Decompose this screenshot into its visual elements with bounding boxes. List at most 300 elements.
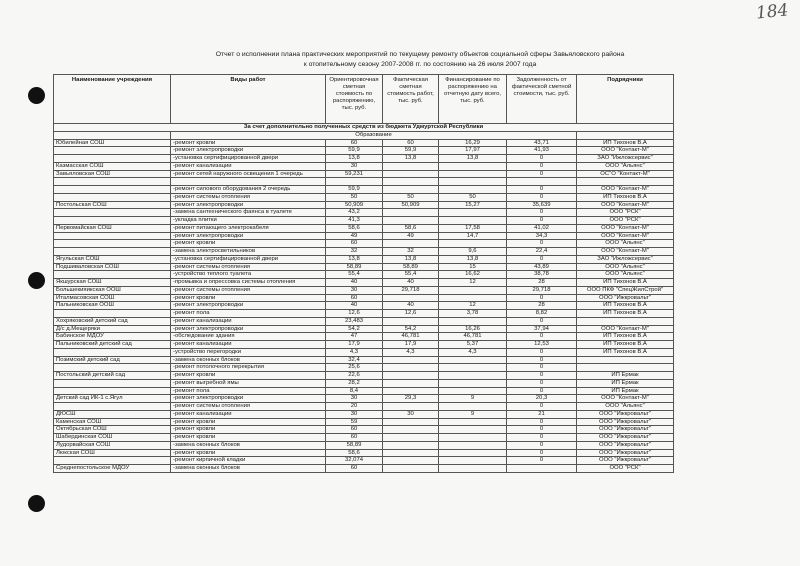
actual-cell <box>383 372 439 380</box>
work-cell: -укладка плитки <box>171 217 326 225</box>
work-cell: -замена оконных блоков <box>171 465 326 473</box>
work-cell: -ремонт кровли <box>171 294 326 302</box>
table-row <box>54 449 674 457</box>
work-cell: -устройство теплого туалета <box>171 271 326 279</box>
institution-cell: ДЮСШ <box>54 410 171 418</box>
estimated-cell: 60 <box>326 434 383 442</box>
debt-cell: 0 <box>507 170 577 178</box>
contractor-cell: ИП Ермак <box>577 379 674 387</box>
debt-cell: 0 <box>507 162 577 170</box>
contractor-cell <box>577 178 674 186</box>
debt-cell: 43,71 <box>507 139 577 147</box>
financing-cell: 16,62 <box>439 271 507 279</box>
institution-cell <box>54 232 171 240</box>
work-cell: -ремонт электропроводки <box>171 395 326 403</box>
work-cell: -ремонт кровли <box>171 372 326 380</box>
contractor-cell: ООО "Контакт-М" <box>577 395 674 403</box>
financing-cell: 9 <box>439 410 507 418</box>
estimated-cell: 60 <box>326 240 383 248</box>
table-row <box>54 379 674 387</box>
actual-cell: 40 <box>383 302 439 310</box>
estimated-cell: 13,8 <box>326 155 383 163</box>
subsection-row <box>54 131 674 139</box>
institution-cell: Каменская СОШ <box>54 418 171 426</box>
punch-hole <box>28 495 45 512</box>
estimated-cell: 4,3 <box>326 348 383 356</box>
actual-cell: 60 <box>383 139 439 147</box>
table-row <box>54 271 674 279</box>
actual-cell <box>383 240 439 248</box>
debt-cell: 0 <box>507 193 577 201</box>
financing-cell <box>439 286 507 294</box>
actual-cell <box>383 317 439 325</box>
debt-cell: 20,3 <box>507 395 577 403</box>
financing-cell <box>439 356 507 364</box>
financing-cell <box>439 217 507 225</box>
actual-cell <box>383 170 439 178</box>
estimated-cell: 20 <box>326 403 383 411</box>
work-cell: -ремонт электропроводки <box>171 302 326 310</box>
contractor-cell: ООО "Альянс" <box>577 263 674 271</box>
table-row <box>54 372 674 380</box>
contractor-cell: ООО "Контакт-М" <box>577 232 674 240</box>
contractor-cell: ООО "Контакт-М" <box>577 147 674 155</box>
table-row <box>54 356 674 364</box>
document-title: Отчет о исполнении плана практических мероприятий по текущему ремонту объектов социальной сферы Завьяловского района <box>215 51 625 58</box>
institution-cell <box>54 364 171 372</box>
contractor-cell: ООО "Альянс" <box>577 403 674 411</box>
financing-cell: 16,26 <box>439 325 507 333</box>
actual-cell <box>383 465 439 473</box>
financing-cell: 46,781 <box>439 333 507 341</box>
institution-cell: Октябрьская СОШ <box>54 426 171 434</box>
estimated-cell: 50,909 <box>326 201 383 209</box>
estimated-cell: 59,231 <box>326 170 383 178</box>
estimated-cell: 60 <box>326 139 383 147</box>
actual-cell <box>383 178 439 186</box>
actual-cell: 30 <box>383 410 439 418</box>
institution-cell: Юбилейная СОШ <box>54 139 171 147</box>
estimated-cell: 54,2 <box>326 325 383 333</box>
table-row <box>54 178 674 186</box>
debt-cell: 37,94 <box>507 325 577 333</box>
work-cell: -ремонт кирпичной кладки <box>171 457 326 465</box>
debt-cell: 35,639 <box>507 201 577 209</box>
debt-cell: 0 <box>507 209 577 217</box>
actual-cell: 59,9 <box>383 147 439 155</box>
table-row <box>54 232 674 240</box>
debt-cell: 0 <box>507 317 577 325</box>
institution-cell <box>54 186 171 194</box>
table-row <box>54 286 674 294</box>
table-row <box>54 248 674 256</box>
institution-cell: Пальниковский детский сад <box>54 341 171 349</box>
financing-cell <box>439 403 507 411</box>
estimated-cell: 22,6 <box>326 372 383 380</box>
actual-cell: 50,909 <box>383 201 439 209</box>
debt-cell: 0 <box>507 294 577 302</box>
financing-cell <box>439 418 507 426</box>
contractor-cell: ИП Тихонов В.А <box>577 310 674 318</box>
estimated-cell: 58,89 <box>326 441 383 449</box>
contractor-cell: ООО "Ижкровальт" <box>577 410 674 418</box>
debt-cell: 0 <box>507 418 577 426</box>
work-cell: -ремонт выгребной ямы <box>171 379 326 387</box>
table-row <box>54 186 674 194</box>
table-row <box>54 441 674 449</box>
contractor-cell: ООО "Контакт-М" <box>577 325 674 333</box>
contractor-cell: ООО "Ижкровальт" <box>577 418 674 426</box>
estimated-cell: 58,6 <box>326 224 383 232</box>
institution-cell: Среднепостольское МДОУ <box>54 465 171 473</box>
financing-cell <box>439 209 507 217</box>
table-row <box>54 170 674 178</box>
table-row <box>54 410 674 418</box>
financing-cell <box>439 465 507 473</box>
actual-cell <box>383 364 439 372</box>
institution-cell: Люкская СОШ <box>54 449 171 457</box>
financing-cell <box>439 294 507 302</box>
debt-cell <box>507 178 577 186</box>
institution-cell <box>54 457 171 465</box>
financing-cell <box>439 379 507 387</box>
actual-cell <box>383 162 439 170</box>
estimated-cell: 59,9 <box>326 147 383 155</box>
table-row <box>54 255 674 263</box>
debt-cell: 0 <box>507 240 577 248</box>
actual-cell <box>383 356 439 364</box>
estimated-cell <box>326 178 383 186</box>
actual-cell <box>383 457 439 465</box>
actual-cell <box>383 379 439 387</box>
contractor-cell: ООО "Альянс" <box>577 271 674 279</box>
contractor-cell: ООО "Ижкровальт" <box>577 457 674 465</box>
debt-cell: 0 <box>507 387 577 395</box>
contractor-cell: ООО "РСК" <box>577 465 674 473</box>
work-cell: -установка сертифицированной двери <box>171 255 326 263</box>
estimated-cell: 60 <box>326 465 383 473</box>
work-cell: -ремонт кровли <box>171 449 326 457</box>
debt-cell: 38,78 <box>507 271 577 279</box>
table-row <box>54 139 674 147</box>
contractor-cell: ООО "РСК" <box>577 209 674 217</box>
estimated-cell: 49 <box>326 232 383 240</box>
institution-cell <box>54 348 171 356</box>
financing-cell: 9 <box>439 395 507 403</box>
debt-cell: 0 <box>507 426 577 434</box>
contractor-cell: ООО "Контакт-М" <box>577 224 674 232</box>
header-estimated: Ориентировочная сметная стоимость по распоряжению, тыс. руб. <box>326 75 383 124</box>
institution-cell: Подшиваловская СОШ <box>54 263 171 271</box>
work-cell: -замена оконных блоков <box>171 356 326 364</box>
work-cell: -ремонт потолочного перекрытия <box>171 364 326 372</box>
estimated-cell: 30 <box>326 162 383 170</box>
institution-cell <box>54 147 171 155</box>
contractor-cell: ООО "Ижкровальт" <box>577 434 674 442</box>
table-row <box>54 209 674 217</box>
contractor-cell: ИП Тихонов В.А <box>577 302 674 310</box>
institution-cell: Италмасовская СОШ <box>54 294 171 302</box>
table-row <box>54 333 674 341</box>
contractor-cell: ИП Тихонов В.А <box>577 279 674 287</box>
financing-cell: 12 <box>439 302 507 310</box>
institution-cell <box>54 178 171 186</box>
contractor-cell: ООО "Контакт-М" <box>577 201 674 209</box>
table-row <box>54 465 674 473</box>
debt-cell: 34,3 <box>507 232 577 240</box>
header-actual: Фактическая сметная стоимость работ, тыс. руб. <box>383 75 439 124</box>
actual-cell <box>383 426 439 434</box>
contractor-cell <box>577 356 674 364</box>
section-row <box>54 124 674 132</box>
estimated-cell: 41,3 <box>326 217 383 225</box>
subsection-title: Образование <box>171 131 577 139</box>
contractor-cell: ОС"О "Контакт-М" <box>577 170 674 178</box>
debt-cell: 0 <box>507 379 577 387</box>
institution-cell: Д/с д.Мещеряки <box>54 325 171 333</box>
estimated-cell: 43,2 <box>326 209 383 217</box>
debt-cell: 0 <box>507 186 577 194</box>
work-cell: -устройство перегородки <box>171 348 326 356</box>
financing-cell: 3,78 <box>439 310 507 318</box>
contractor-cell: ООО "Контакт-М" <box>577 248 674 256</box>
actual-cell <box>383 186 439 194</box>
debt-cell: 21 <box>507 410 577 418</box>
institution-cell <box>54 310 171 318</box>
financing-cell <box>439 426 507 434</box>
actual-cell <box>383 434 439 442</box>
contractor-cell: ООО "Ижкровальт" <box>577 449 674 457</box>
actual-cell: 32 <box>383 248 439 256</box>
financing-cell <box>439 178 507 186</box>
debt-cell: 0 <box>507 403 577 411</box>
work-cell: -ремонт кровли <box>171 139 326 147</box>
contractor-cell: ООО "Ижкровальт" <box>577 426 674 434</box>
institution-cell: Завьяловская СОШ <box>54 170 171 178</box>
financing-cell: 16,29 <box>439 139 507 147</box>
institution-cell: Бабинское МДОУ <box>54 333 171 341</box>
institution-cell: Позимский детский сад <box>54 356 171 364</box>
debt-cell: 29,718 <box>507 286 577 294</box>
debt-cell: 0 <box>507 372 577 380</box>
work-cell: -ремонт системы отопления <box>171 403 326 411</box>
institution-cell: Хохряковский детский сад <box>54 317 171 325</box>
institution-cell <box>54 193 171 201</box>
debt-cell: 0 <box>507 449 577 457</box>
financing-cell <box>439 387 507 395</box>
contractor-cell: ООО ПКФ "СпецЖилСтрой" <box>577 286 674 294</box>
table-row <box>54 426 674 434</box>
table-row <box>54 403 674 411</box>
actual-cell: 55,4 <box>383 271 439 279</box>
financing-cell <box>439 317 507 325</box>
institution-cell: Первомайская СОШ <box>54 224 171 232</box>
table-row <box>54 310 674 318</box>
financing-cell: 50 <box>439 193 507 201</box>
debt-cell: 0 <box>507 434 577 442</box>
work-cell: -ремонт электропроводки <box>171 147 326 155</box>
financing-cell: 15 <box>439 263 507 271</box>
table-row <box>54 302 674 310</box>
financing-cell <box>439 441 507 449</box>
header-contractors: Подрядчики <box>577 75 674 124</box>
estimated-cell: 40 <box>326 279 383 287</box>
financing-cell: 15,27 <box>439 201 507 209</box>
contractor-cell: ООО "Альянс" <box>577 162 674 170</box>
work-cell: -ремонт канализации <box>171 317 326 325</box>
financing-cell <box>439 364 507 372</box>
table-row <box>54 348 674 356</box>
actual-cell <box>383 441 439 449</box>
actual-cell: 50 <box>383 193 439 201</box>
header-row <box>54 75 674 124</box>
estimated-cell: 30 <box>326 286 383 294</box>
punch-hole <box>28 272 45 289</box>
table-row <box>54 418 674 426</box>
institution-cell: Якшурская СОШ <box>54 279 171 287</box>
estimated-cell: 23,483 <box>326 317 383 325</box>
table-row <box>54 162 674 170</box>
institution-cell: Ягульская СОШ <box>54 255 171 263</box>
table-row <box>54 240 674 248</box>
work-cell: -ремонт кровли <box>171 426 326 434</box>
financing-cell: 4,3 <box>439 348 507 356</box>
estimated-cell: 47 <box>326 333 383 341</box>
estimated-cell: 32 <box>326 248 383 256</box>
table-row <box>54 294 674 302</box>
document-subtitle: к отопительному сезону 2007-2008 гг. по состоянию на 26 июля 2007 года <box>303 61 537 68</box>
estimated-cell: 58,6 <box>326 449 383 457</box>
debt-cell: 0 <box>507 356 577 364</box>
table-row <box>54 217 674 225</box>
estimated-cell: 60 <box>326 426 383 434</box>
actual-cell: 54,2 <box>383 325 439 333</box>
contractor-cell: ИП Тихонов В.А <box>577 333 674 341</box>
header-financing: Финансирование по распоряжению на отчетную дату всего, тыс. руб. <box>439 75 507 124</box>
financing-cell <box>439 240 507 248</box>
contractor-cell: ООО "Ижкровальт" <box>577 441 674 449</box>
table-row <box>54 341 674 349</box>
actual-cell: 58,89 <box>383 263 439 271</box>
estimated-cell: 59,9 <box>326 186 383 194</box>
debt-cell: 8,82 <box>507 310 577 318</box>
financing-cell: 17,58 <box>439 224 507 232</box>
table-row <box>54 434 674 442</box>
work-cell: -замена сантехнического фаянса в туалете <box>171 209 326 217</box>
header-works: Виды работ <box>171 75 326 124</box>
actual-cell <box>383 387 439 395</box>
actual-cell <box>383 418 439 426</box>
table-row <box>54 387 674 395</box>
actual-cell: 4,3 <box>383 348 439 356</box>
actual-cell: 12,6 <box>383 310 439 318</box>
debt-cell: 41,93 <box>507 147 577 155</box>
work-cell <box>171 178 326 186</box>
work-cell: -ремонт силового оборудования 2 очередь <box>171 186 326 194</box>
contractor-cell: ЗАО "Ижложсервис" <box>577 155 674 163</box>
financing-cell: 9,6 <box>439 248 507 256</box>
financing-cell: 14,7 <box>439 232 507 240</box>
work-cell: -ремонт кровли <box>171 240 326 248</box>
work-cell: -ремонт сетей наружного освещения 1 очередь <box>171 170 326 178</box>
work-cell: -ремонт электропроводки <box>171 325 326 333</box>
work-cell: -ремонт электропроводки <box>171 232 326 240</box>
punch-hole <box>28 87 45 104</box>
institution-cell: Лудорвайская СОШ <box>54 441 171 449</box>
table-row <box>54 201 674 209</box>
debt-cell: 0 <box>507 217 577 225</box>
header-institution: Наименование учреждения <box>54 75 171 124</box>
work-cell: -ремонт пола <box>171 310 326 318</box>
work-cell: -ремонт системы отопления <box>171 263 326 271</box>
section-title: За счет дополнительно полученных средств из бюджета Удмуртской Республики <box>54 124 674 132</box>
institution-cell: Постольская СОШ <box>54 201 171 209</box>
work-cell: -ремонт системы отопления <box>171 193 326 201</box>
financing-cell <box>439 457 507 465</box>
institution-cell <box>54 240 171 248</box>
estimated-cell: 30 <box>326 395 383 403</box>
debt-cell: 0 <box>507 441 577 449</box>
debt-cell: 43,89 <box>507 263 577 271</box>
financing-cell <box>439 162 507 170</box>
financing-cell <box>439 434 507 442</box>
work-cell: -замена оконных блоков <box>171 441 326 449</box>
estimated-cell: 28,2 <box>326 379 383 387</box>
debt-cell: 0 <box>507 333 577 341</box>
debt-cell: 0 <box>507 255 577 263</box>
work-cell: -ремонт системы отопления <box>171 286 326 294</box>
actual-cell: 46,781 <box>383 333 439 341</box>
actual-cell <box>383 403 439 411</box>
institution-cell <box>54 155 171 163</box>
debt-cell: 22,4 <box>507 248 577 256</box>
work-cell: -ремонт канализации <box>171 410 326 418</box>
institution-cell <box>54 248 171 256</box>
actual-cell: 40 <box>383 279 439 287</box>
debt-cell: 0 <box>507 364 577 372</box>
work-cell: -ремонт электропроводки <box>171 201 326 209</box>
actual-cell: 17,9 <box>383 341 439 349</box>
institution-cell: Детский сад ИК-1 с.Ягул <box>54 395 171 403</box>
estimated-cell: 30 <box>326 410 383 418</box>
table-row <box>54 224 674 232</box>
financing-cell: 13,8 <box>439 255 507 263</box>
estimated-cell: 50 <box>326 193 383 201</box>
table-row <box>54 193 674 201</box>
actual-cell: 13,8 <box>383 255 439 263</box>
actual-cell: 58,6 <box>383 224 439 232</box>
institution-cell <box>54 387 171 395</box>
table-row <box>54 263 674 271</box>
estimated-cell: 60 <box>326 294 383 302</box>
debt-cell: 41,02 <box>507 224 577 232</box>
work-cell: -ремонт питающего электрокабеля <box>171 224 326 232</box>
work-cell: -установка сертифицированной двери <box>171 155 326 163</box>
institution-cell <box>54 217 171 225</box>
contractor-cell: ИП Тихонов В.А <box>577 341 674 349</box>
work-cell: -замена электросветильников <box>171 248 326 256</box>
work-cell: -промывка и опрессовка системы отопления <box>171 279 326 287</box>
financing-cell: 13,8 <box>439 155 507 163</box>
institution-cell: Шабердинская СОШ <box>54 434 171 442</box>
estimated-cell: 17,9 <box>326 341 383 349</box>
actual-cell <box>383 449 439 457</box>
actual-cell <box>383 217 439 225</box>
page-number: 184 <box>754 0 789 24</box>
contractor-cell: ИП Тихонов В.А <box>577 348 674 356</box>
table-row <box>54 317 674 325</box>
work-cell: -ремонт канализации <box>171 341 326 349</box>
